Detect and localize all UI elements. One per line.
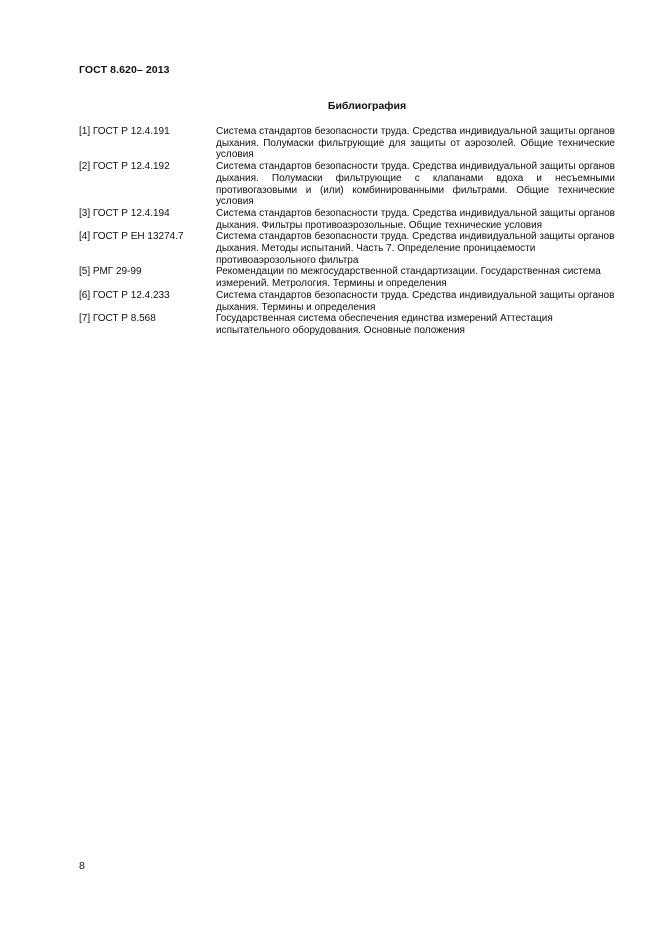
page-number: 8 (79, 860, 85, 872)
bibliography-entry-5 (79, 266, 615, 289)
bibliography-entry-4 (79, 231, 615, 266)
bibliography-reference: [5] РМГ 29-99 (79, 266, 142, 278)
bibliography-reference: [6] ГОСТ Р 12.4.233 (79, 289, 170, 301)
bibliography-description: Система стандартов безопасности труда. Средства индивидуальной защиты органов дыхания. Термины и определения (216, 289, 615, 313)
bibliography-reference: [1] ГОСТ Р 12.4.191 (79, 126, 170, 137)
bibliography-reference: [2] ГОСТ Р 12.4.192 (79, 161, 170, 173)
bibliography-reference: [3] ГОСТ Р 12.4.194 (79, 207, 170, 219)
bibliography-description: Система стандартов безопасности труда. Средства индивидуальной защиты органов дыхания. Полумаски фильтрующие с клапанами вдоха и несъемными противогазовыми и (или) комбинированными фильтрами. Общие технические условия (216, 161, 615, 208)
bibliography-description: Система стандартов безопасности труда. Средства индивидуальной защиты органов дыхания. Методы испытаний. Часть 7. Определение проницаемости противоаэрозольного фильтра (216, 231, 615, 266)
bibliography-list (79, 126, 615, 337)
bibliography-entry-3 (79, 208, 615, 231)
bibliography-entry-7 (79, 313, 615, 336)
bibliography-reference: [7] ГОСТ Р 8.568 (79, 313, 156, 325)
bibliography-reference: [4] ГОСТ Р ЕН 13274.7 (79, 231, 184, 243)
bibliography-description: Система стандартов безопасности труда. Средства индивидуальной защиты органов дыхания. Полумаски фильтрующие для защиты от аэрозолей. Общие технические условия (216, 126, 615, 161)
bibliography-entry-1 (79, 126, 615, 161)
bibliography-description: Государственная система обеспечения единства измерений Аттестация испытательного оборудования. Основные положения (216, 313, 553, 336)
document-code-header: ГОСТ 8.620– 2013 (79, 64, 170, 76)
bibliography-entry-6 (79, 290, 615, 313)
bibliography-description: Рекомендации по межгосударственной стандартизации. Государственная система измерений. Метрология. Термины и определения (216, 266, 601, 290)
bibliography-entry-2 (79, 161, 615, 208)
bibliography-description: Система стандартов безопасности труда. Средства индивидуальной защиты органов дыхания. Фильтры противоаэрозольные. Общие технические условия (216, 207, 615, 231)
bibliography-title: Библиография (327, 100, 407, 112)
